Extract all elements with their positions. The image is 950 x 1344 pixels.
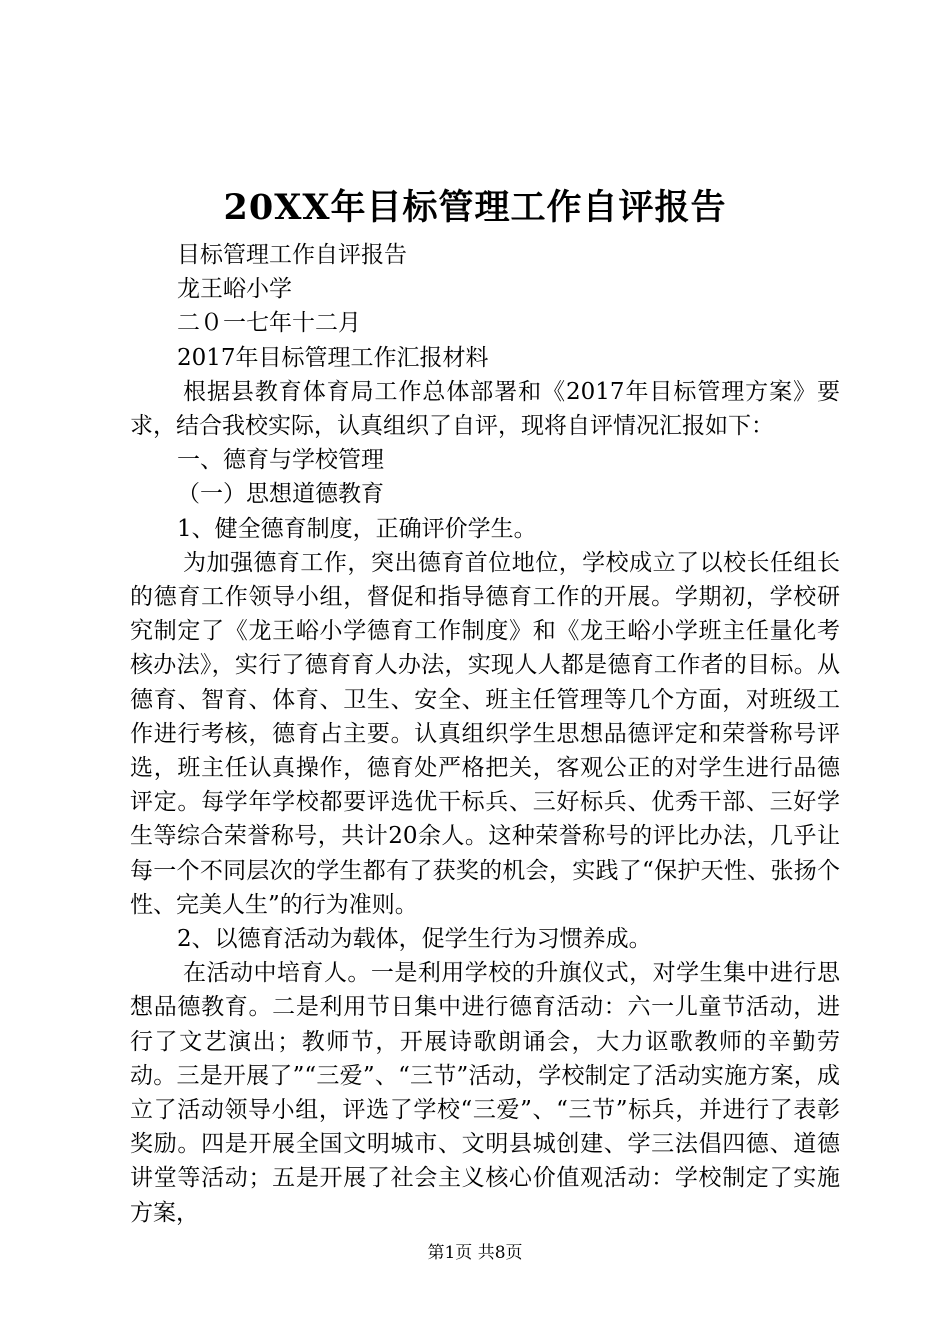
document-body — [130, 238, 840, 1230]
item-paragraph: 在活动中培育人。一是利用学校的升旗仪式，对学生集中进行思想品德教育。二是利用节日集中进行德育活动：六一儿童节活动，进行了文艺演出；教师节，开展诗歌朗诵会，大力讴歌教师的辛勤劳动。三是开展了”“三爱”、“三节”活动，学校制定了活动实施方案，成立了活动领导小组，评选了学校“三爱”、“三节”标兵，并进行了表彰奖励。四是开展全国文明城市、文明县城创建、学三法倡四德、道德讲堂等活动；五是开展了社会主义核心价值观活动：学校制定了实施方案， — [130, 960, 840, 1226]
school-name-line: 龙王峪小学 — [177, 276, 292, 303]
item-paragraph: 为加强德育工作，突出德育首位地位，学校成立了以校长任组长的德育工作领导小组，督促和指导德育工作的开展。学期初，学校研究制定了《龙王峪小学德育工作制度》和《龙王峪小学班主任量化考核办法》，实行了德育育人办法，实现人人都是德育工作者的目标。从德育、智育、体育、卫生、安全、班主任管理等几个方面，对班级工作进行考核，德育占主要。认真组织学生思想品德评定和荣誉称号评选，班主任认真操作，德育处严格把关，客观公正的对学生进行品德评定。每学年学校都要评选优干标兵、三好标兵、优秀干部、三好学生等综合荣誉称号，共计20余人。这种荣誉称号的评比办法，几乎让每一个不同层次的学生都有了获奖的机会，实践了“保护天性、张扬个性、完美人生”的行为准则。 — [130, 549, 840, 918]
date-line: 二０一七年十二月 — [177, 310, 361, 337]
item-heading: 1、健全德育制度，正确评价学生。 — [177, 515, 537, 542]
item-heading: 2、以德育活动为载体，促学生行为习惯养成。 — [177, 926, 652, 953]
document-title: 20XX年目标管理工作自评报告 — [223, 187, 727, 228]
page-number-footer: 第1页 共8页 — [427, 1243, 523, 1263]
section-heading: 一、德育与学校管理 — [177, 447, 384, 474]
material-title-line: 2017年目标管理工作汇报材料 — [177, 344, 489, 371]
subsection-heading: （一）思想道德教育 — [177, 481, 384, 508]
intro-paragraph: 根据县教育体育局工作总体部署和《2017年目标管理方案》要求，结合我校实际，认真组织了自评，现将自评情况汇报如下： — [130, 378, 840, 440]
subtitle-line: 目标管理工作自评报告 — [177, 242, 407, 268]
